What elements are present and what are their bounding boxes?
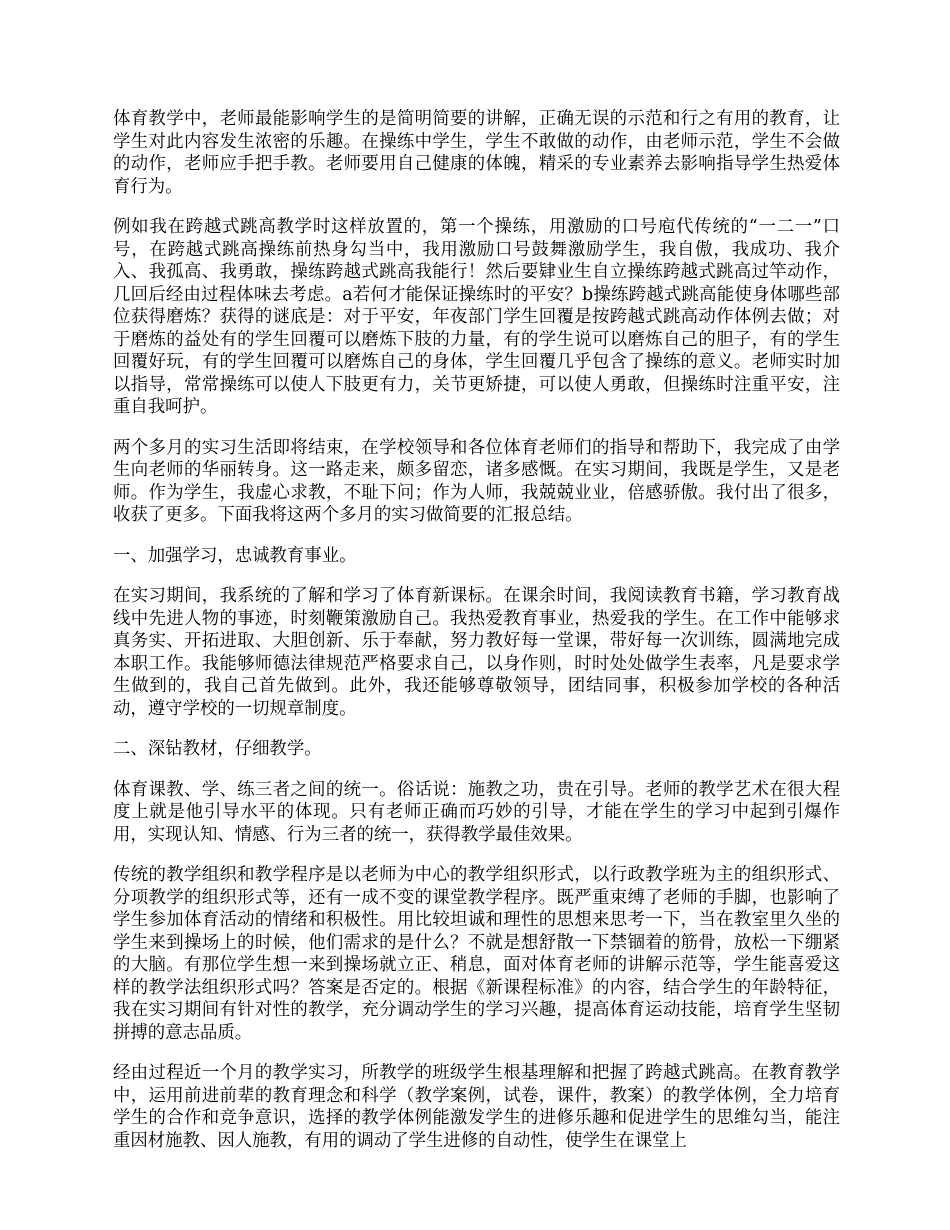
paragraph-internship-summary: 两个多月的实习生活即将结束，在学校领导和各位体育老师们的指导和帮助下，我完成了由学生向老师的华丽转身。这一路走来，颇多留恋，诸多感慨。在实习期间，我既是学生，又是老师。作为学生，我虚心求教，不耻下问；作为人师，我兢兢业业，倍感骄傲。我付出了很多，收获了更多。下面我将这两个多月的实习做简要的汇报总结。 bbox=[113, 437, 840, 525]
document-body bbox=[113, 108, 840, 1170]
paragraph-teaching-practice-result: 经由过程近一个月的教学实习，所教学的班级学生根基理解和把握了跨越式跳高。在教育教学中，运用前进前辈的教育理念和科学（教学案例，试卷，课件，教案）的教学体例，全力培育学生的合作和竞争意识，选择的教学体例能激发学生的进修乐趣和促进学生的思维勾当，能注重因材施教、因人施教，有用的调动了学生进修的自动性，使学生在课堂上 bbox=[113, 1063, 840, 1151]
paragraph-teaching-demonstration: 体育教学中，老师最能影响学生的是简明简要的讲解，正确无误的示范和行之有用的教育，让学生对此内容发生浓密的乐趣。在操练中学生，学生不敢做的动作，由老师示范，学生不会做的动作，老师应手把手教。老师要用自己健康的体魄，精采的专业素养去影响指导学生热爱体育行为。 bbox=[113, 109, 840, 197]
paragraph-high-jump-example: 例如我在跨越式跳高教学时这样放置的，第一个操练，用激励的口号庖代传统的“一二一”口号，在跨越式跳高操练前热身勾当中，我用激励口号鼓舞激励学生，我自傲，我成功、我介入、我孤高、我勇敢，操练跨越式跳高我能行！然后要肄业生自立操练跨越式跳高过竿动作，几回后经由过程体味去考虑。a若何才能保证操练时的平安？b操练跨越式跳高能使身体哪些部位获得磨炼？获得的谜底是：对于平安，年夜部门学生回覆是按跨越式跳高动作体例去做；对于磨炼的益处有的学生回覆可以磨炼下肢的力量，有的学生说可以磨炼自己的胆子，有的学生回覆好玩，有的学生回覆可以磨炼自己的身体，学生回覆几乎包含了操练的意义。老师实时加以指导，常常操练可以使人下肢更有力，关节更矫捷，可以使人勇敢，但操练时注重平安，注重自我呵护。 bbox=[113, 217, 840, 417]
paragraph-teach-learn-practice: 体育课教、学、练三者之间的统一。俗话说：施教之功，贵在引导。老师的教学艺术在很大程度上就是他引导水平的体现。只有老师正确而巧妙的引导，才能在学生的学习中起到引爆作用，实现认知、情感、行为三者的统一，获得教学最佳效果。 bbox=[113, 779, 840, 845]
section-heading-1: 一、加强学习，忠诚教育事业。 bbox=[113, 545, 357, 566]
section-heading-2: 二、深钻教材，仔细教学。 bbox=[113, 739, 322, 759]
paragraph-study-dedication: 在实习期间，我系统的了解和学习了体育新课标。在课余时间，我阅读教育书籍，学习教育战线中先进人物的事迹，时刻鞭策激励自己。我热爱教育事业，热爱我的学生。在工作中能够求真务实、开拓进取、大胆创新、乐于奉献，努力教好每一堂课，带好每一次训练，圆满地完成本职工作。我能够师德法律规范严格要求自己，以身作则，时时处处做学生表率，凡是要求学生做到的，我自己首先做到。此外，我还能够尊敬领导，团结同事，积极参加学校的各种活动，遵守学校的一切规章制度。 bbox=[113, 586, 840, 719]
paragraph-traditional-organization: 传统的教学组织和教学程序是以老师为中心的教学组织形式，以行政教学班为主的组织形式、分项教学的组织形式等，还有一成不变的课堂教学程序。既严重束缚了老师的手脚，也影响了学生参加体育活动的情绪和积极性。用比较坦诚和理性的思想来思考一下，当在教室里久坐的学生来到操场上的时候，他们需求的是什么？不就是想舒散一下禁锢着的筋骨，放松一下绷紧的大脑。有那位学生想一来到操场就立正、稍息，面对体育老师的讲解示范等，学生能喜爱这样的教学法组织形式吗？答案是否定的。根据《新课程标准》的内容，结合学生的年龄特征，我在实习期间有针对性的教学，充分调动学生的学习兴趣，提高体育运动技能，培育学生坚韧拼搏的意志品质。 bbox=[113, 865, 840, 1043]
